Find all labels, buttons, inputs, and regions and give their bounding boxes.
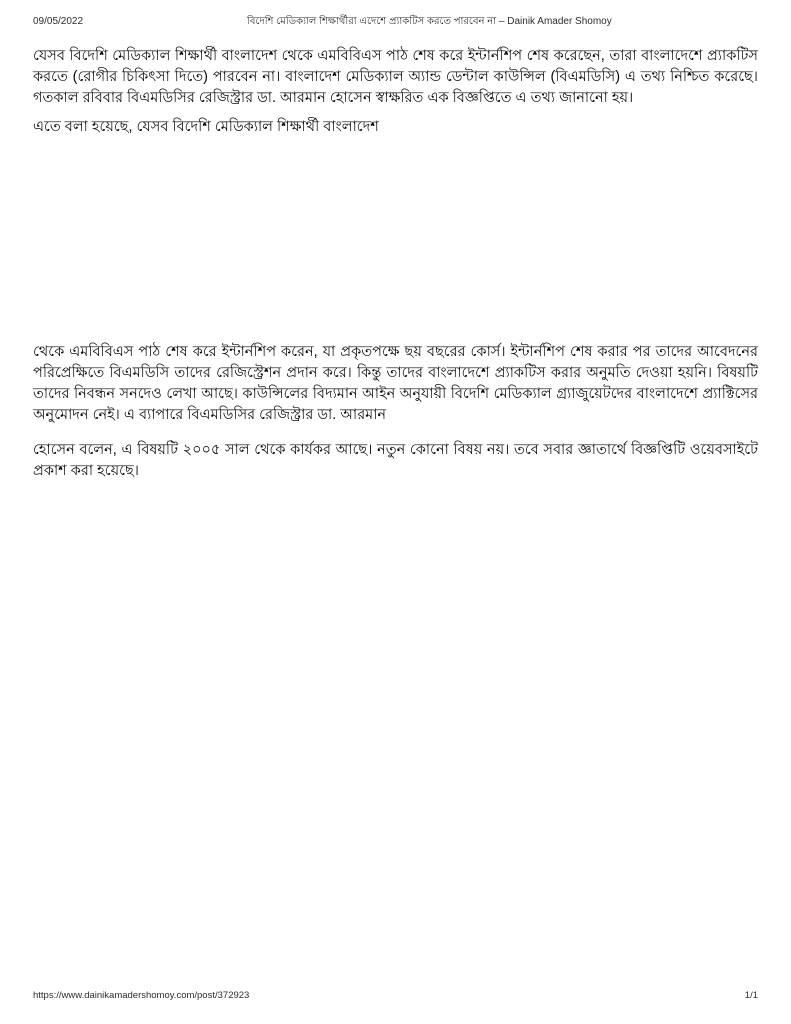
print-header-date: 09/05/2022 [33, 16, 84, 27]
document-title: বিদেশি মেডিক্যাল শিক্ষার্থীরা এদেশে প্র্যাকটিস করতে পারবেন না – Dainik Amader Shomoy [247, 16, 612, 27]
article-paragraph-4: হোসেন বলেন, এ বিষয়টি ২০০৫ সাল থেকে কার্যকর আছে। নতুন কোনো বিষয় নয়। তবে সবার জ্ঞাতার্থে বিজ্ঞপ্তিটি ওয়েবসাইটে প্রকাশ করা হয়েছে। [33, 442, 758, 479]
article-body [33, 46, 758, 482]
article-paragraph-1: যেসব বিদেশি মেডিক্যাল শিক্ষার্থী বাংলাদেশ থেকে এমবিবিএস পাঠ শেষ করে ইন্টার্নশিপ শেষ করেছেন, তারা বাংলাদেশে প্র্যাকটিস করতে (রোগীর চিকিৎসা দিতে) পারবেন না। বাংলাদেশ মেডিক্যাল অ্যান্ড ডেন্টাল কাউন্সিল (বিএমডিসি) এ তথ্য নিশ্চিত করেছে। গতকাল রবিবার বিএমডিসির রেজিস্ট্রার ডা. আরমান হোসেন স্বাক্ষরিত এক বিজ্ঞপ্তিতে এ তথ্য জানানো হয়। [33, 48, 758, 106]
missing-image-gap [33, 138, 758, 342]
print-footer-page-number: 1/1 [744, 990, 758, 1001]
article-paragraph-3: থেকে এমবিবিএস পাঠ শেষ করে ইন্টার্নশিপ করেন, যা প্রকৃতপক্ষে ছয় বছরের কোর্স। ইন্টার্নশিপ শেষ করার পর তাদের আবেদনের পরিপ্রেক্ষিতে বিএমডিসি তাদের রেজিস্ট্রেশন প্রদান করে। কিন্তু তাদের বাংলাদেশে প্র্যাকটিস করার অনুমতি দেওয়া হয়নি। বিষয়টি তাদের নিবন্ধন সনদেও লেখা আছে। কাউন্সিলের বিদ্যমান আইন অনুযায়ী বিদেশি মেডিক্যাল গ্র্যাজুয়েটদের বাংলাদেশে প্র্যাক্টিসের অনুমোদন নেই। এ ব্যাপারে বিএমডিসির রেজিস্ট্রার ডা. আরমান [33, 344, 758, 423]
print-footer-url: https://www.dainikamadershomoy.com/post/372923 [33, 990, 250, 1001]
article-paragraph-2: এতে বলা হয়েছে, যেসব বিদেশি মেডিক্যাল শিক্ষার্থী বাংলাদেশ [33, 119, 379, 135]
